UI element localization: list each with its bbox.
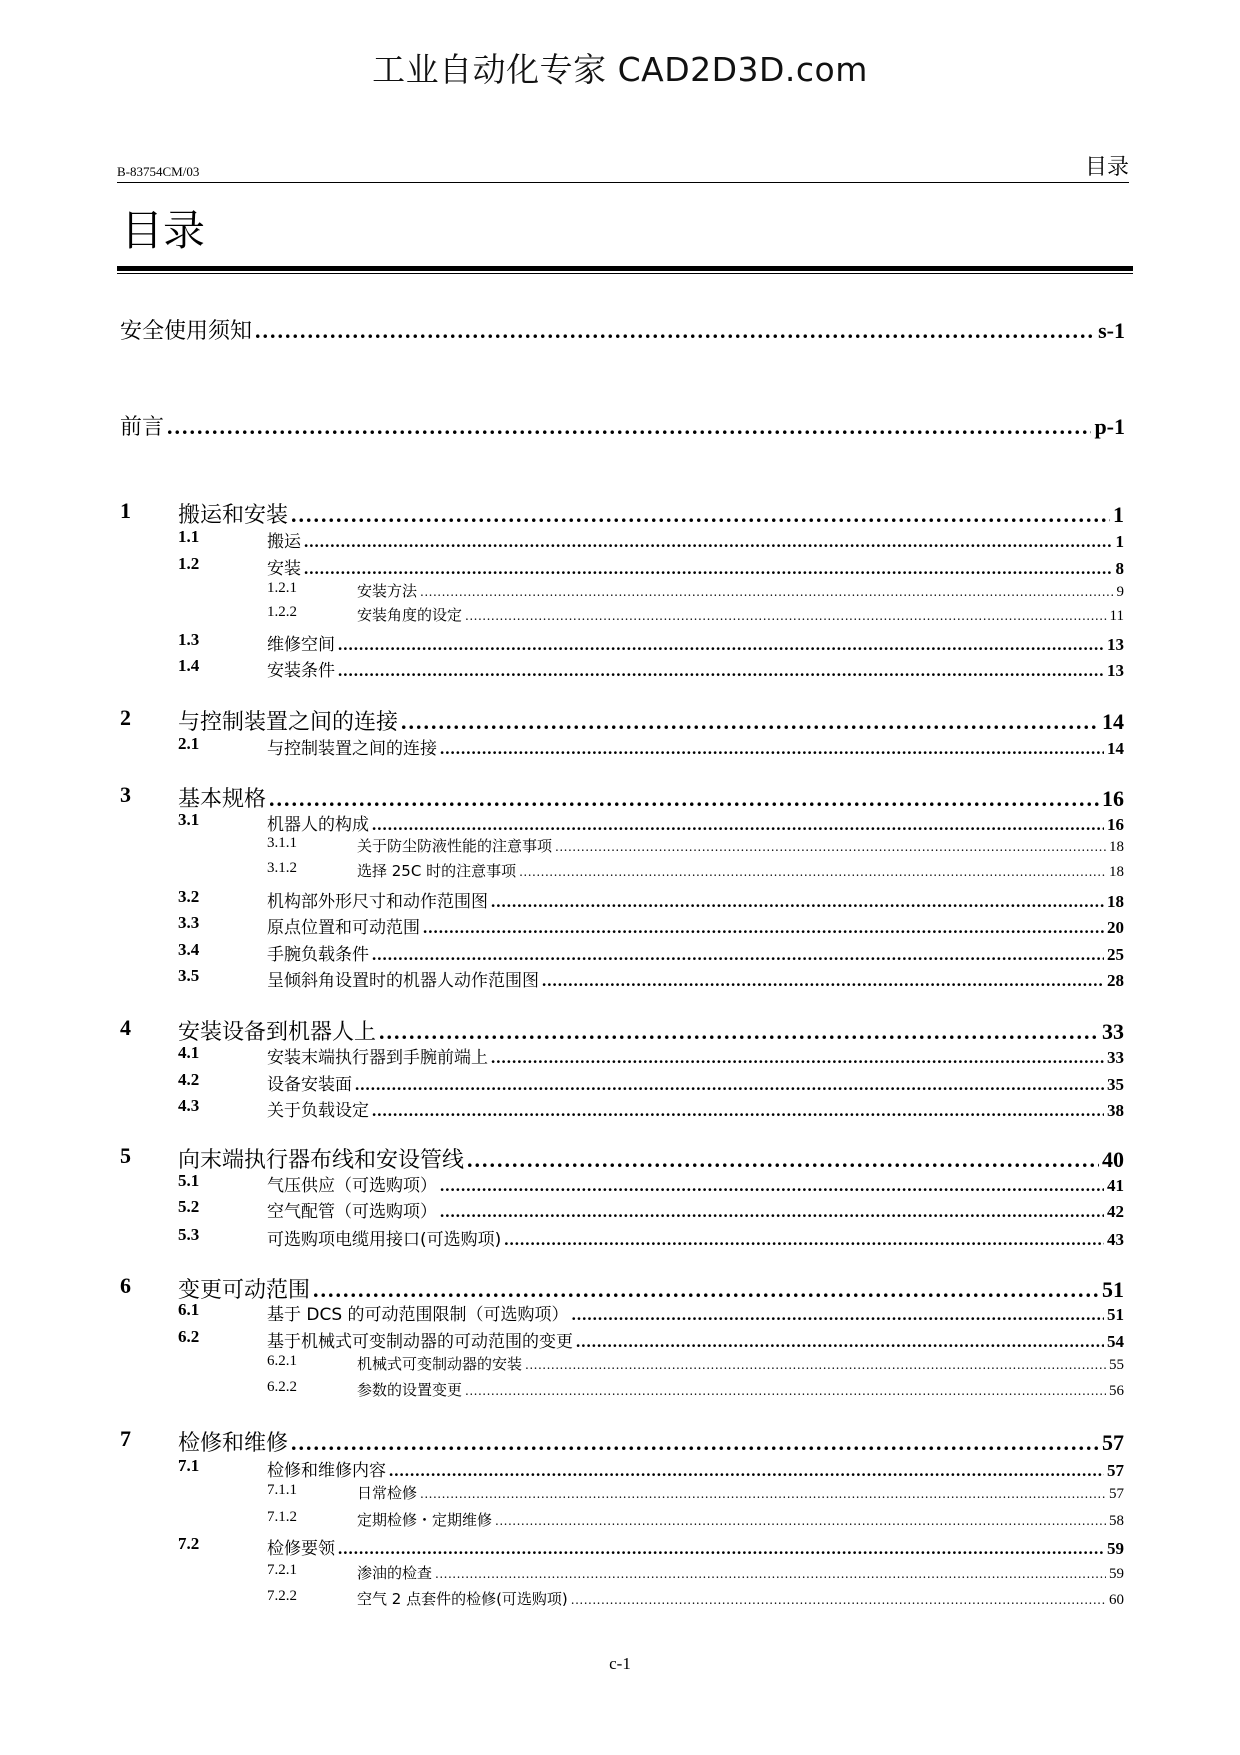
- toc-label: 检修和维修: [178, 1431, 289, 1456]
- toc-label: 空气 2 点套件的检修(可选购项): [357, 1590, 568, 1608]
- toc-label: 气压供应（可选购项）: [267, 1176, 437, 1196]
- dot-leader: [571, 1593, 1106, 1607]
- dot-leader: [467, 1147, 1099, 1173]
- toc-number: 5: [120, 1143, 131, 1168]
- toc-number: 1.2.1: [267, 580, 297, 596]
- toc-label: 安装末端执行器到手腕前端上: [267, 1048, 488, 1068]
- dot-leader: [291, 502, 1110, 528]
- toc-page-number: 43: [1107, 1230, 1124, 1249]
- title-rule-thin: [117, 273, 1133, 274]
- toc-number: 6.2: [178, 1327, 200, 1346]
- dot-leader: [491, 892, 1104, 912]
- toc-number: 6.2.2: [267, 1379, 297, 1395]
- dot-leader: [372, 815, 1104, 835]
- dot-leader: [291, 1430, 1099, 1456]
- toc-page-number: 59: [1107, 1539, 1124, 1558]
- dot-leader: [491, 1048, 1104, 1068]
- toc-number: 7.1.2: [267, 1509, 297, 1525]
- toc-label: 原点位置和可动范围: [267, 918, 420, 938]
- title-rule: [117, 266, 1133, 271]
- toc-number: 5.3: [178, 1225, 200, 1244]
- toc-label: 安装角度的设定: [357, 606, 463, 624]
- toc-label: 机械式可变制动器的安装: [357, 1355, 523, 1373]
- toc-subsection[interactable]: [267, 1588, 1124, 1609]
- toc-section[interactable]: [178, 913, 1124, 938]
- toc-page-number: 14: [1102, 709, 1124, 734]
- dot-leader: [304, 532, 1113, 552]
- toc-number: 3.4: [178, 940, 200, 959]
- toc-label: 与控制装置之间的连接: [267, 739, 437, 759]
- dot-leader: [435, 1567, 1106, 1581]
- toc-number: 6.1: [178, 1300, 200, 1319]
- toc-page-number: 33: [1107, 1048, 1124, 1067]
- toc-subsection[interactable]: [267, 1379, 1124, 1400]
- toc-label: 安装方法: [357, 582, 418, 600]
- toc-page-number: 51: [1107, 1305, 1124, 1324]
- toc-label: 渗油的检查: [357, 1564, 433, 1582]
- toc-label: 安装: [267, 559, 301, 579]
- toc-section[interactable]: [178, 1456, 1124, 1481]
- toc-section[interactable]: [178, 810, 1124, 835]
- toc-section[interactable]: [178, 527, 1124, 552]
- toc-section[interactable]: [178, 734, 1124, 759]
- toc-label: 检修要领: [267, 1539, 335, 1559]
- toc-label: 机构部外形尺寸和动作范围图: [267, 892, 488, 912]
- toc-page-number: 57: [1107, 1461, 1124, 1480]
- toc-page-number: 20: [1107, 918, 1124, 937]
- page-title: 目录: [121, 206, 206, 255]
- toc-page-number: 35: [1107, 1075, 1124, 1094]
- dot-leader: [255, 318, 1095, 344]
- toc-page-number: 55: [1109, 1357, 1124, 1373]
- dot-leader: [504, 1230, 1104, 1250]
- toc-number: 5.1: [178, 1171, 200, 1190]
- toc-subsection[interactable]: [267, 580, 1124, 601]
- toc-front-matter[interactable]: [120, 410, 1125, 441]
- dot-leader: [572, 1305, 1104, 1325]
- toc-section[interactable]: [178, 554, 1124, 579]
- toc-page-number: 51: [1102, 1277, 1124, 1302]
- toc-section[interactable]: [178, 630, 1124, 655]
- toc-section[interactable]: [178, 887, 1124, 912]
- watermark: 工业自动化专家 CAD2D3D.com: [372, 50, 868, 89]
- toc-number: 3.1.2: [267, 860, 297, 876]
- dot-leader: [440, 1176, 1104, 1196]
- toc-page-number: 16: [1102, 786, 1124, 811]
- toc-page-number: 57: [1102, 1430, 1124, 1455]
- toc-number: 2.1: [178, 734, 200, 753]
- toc-section[interactable]: [178, 940, 1124, 965]
- dot-leader: [542, 971, 1104, 991]
- toc-number: 3.3: [178, 913, 200, 932]
- toc-page-number: 1: [1115, 532, 1124, 551]
- dot-leader: [167, 414, 1091, 440]
- toc-label: 日常检修: [357, 1484, 418, 1502]
- toc-page-number: s-1: [1098, 318, 1125, 343]
- toc-label: 呈倾斜角设置时的机器人动作范围图: [267, 971, 539, 991]
- toc-label: 空气配管（可选购项）: [267, 1202, 437, 1222]
- toc-subsection[interactable]: [267, 860, 1124, 881]
- dot-leader: [423, 918, 1104, 938]
- toc-number: 2: [120, 705, 131, 730]
- toc-number: 3.1: [178, 810, 200, 829]
- toc-number: 6.2.1: [267, 1353, 297, 1369]
- toc-label: 向末端执行器布线和安设管线: [178, 1148, 465, 1173]
- toc-number: 4.1: [178, 1043, 200, 1062]
- toc-subsection[interactable]: [267, 1353, 1124, 1374]
- toc-section[interactable]: [178, 1096, 1124, 1121]
- toc-page-number: 9: [1116, 584, 1124, 600]
- toc-number: 3.2: [178, 887, 200, 906]
- toc-label: 安装设备到机器人上: [178, 1020, 377, 1045]
- toc-section[interactable]: [178, 1225, 1124, 1250]
- toc-number: 1: [120, 498, 131, 523]
- dot-leader: [389, 1461, 1104, 1481]
- dot-leader: [269, 786, 1099, 812]
- toc-label: 基本规格: [178, 787, 267, 812]
- dot-leader: [372, 1101, 1104, 1121]
- dot-leader: [519, 865, 1106, 879]
- toc-section[interactable]: [178, 1070, 1124, 1095]
- dot-leader: [372, 945, 1104, 965]
- toc-page-number: 41: [1107, 1176, 1124, 1195]
- dot-leader: [465, 609, 1107, 623]
- toc-page-number: 18: [1109, 839, 1124, 855]
- toc-label: 搬运和安装: [178, 503, 289, 528]
- toc-number: 1.3: [178, 630, 200, 649]
- toc-page-number: 16: [1107, 815, 1124, 834]
- toc-number: 7.2.2: [267, 1588, 297, 1604]
- toc-label: 安全使用须知: [120, 319, 253, 344]
- running-head-section: 目录: [1084, 155, 1129, 180]
- toc-label: 维修空间: [267, 635, 335, 655]
- toc-number: 3.5: [178, 966, 200, 985]
- toc-number: 4.2: [178, 1070, 200, 1089]
- toc-section[interactable]: [178, 1534, 1124, 1559]
- dot-leader: [401, 709, 1099, 735]
- dot-leader: [355, 1075, 1104, 1095]
- toc-number: 4: [120, 1015, 131, 1040]
- toc-section[interactable]: [178, 1043, 1124, 1068]
- dot-leader: [338, 661, 1104, 681]
- toc-label: 安装条件: [267, 661, 335, 681]
- toc-page-number: 25: [1107, 945, 1124, 964]
- toc-page-number: 42: [1107, 1202, 1124, 1221]
- toc-number: 7.1: [178, 1456, 200, 1475]
- toc-chapter[interactable]: [120, 705, 1124, 736]
- toc-label: 检修和维修内容: [267, 1461, 386, 1481]
- dot-leader: [576, 1332, 1104, 1352]
- toc-label: 选择 25C 时的注意事项: [357, 862, 517, 880]
- toc-page-number: 1: [1113, 502, 1124, 527]
- dot-leader: [338, 635, 1104, 655]
- toc-section[interactable]: [178, 1197, 1124, 1222]
- dot-leader: [420, 585, 1113, 599]
- toc-subsection[interactable]: [267, 1562, 1124, 1583]
- toc-page-number: 11: [1109, 608, 1124, 624]
- toc-subsection[interactable]: [267, 1509, 1124, 1530]
- toc-subsection[interactable]: [267, 1482, 1124, 1503]
- toc-section[interactable]: [178, 1171, 1124, 1196]
- toc-label: 搬运: [267, 532, 301, 552]
- toc-label: 参数的设置变更: [357, 1381, 463, 1399]
- toc-label: 基于机械式可变制动器的可动范围的变更: [267, 1332, 573, 1352]
- toc-number: 3.1.1: [267, 835, 297, 851]
- toc-number: 1.4: [178, 656, 200, 675]
- toc-subsection[interactable]: [267, 604, 1124, 625]
- toc-page-number: p-1: [1094, 414, 1125, 439]
- toc-chapter[interactable]: [120, 782, 1124, 813]
- toc-number: 7.1.1: [267, 1482, 297, 1498]
- toc-chapter[interactable]: [120, 1015, 1124, 1046]
- toc-page-number: 33: [1102, 1019, 1124, 1044]
- toc-number: 7.2.1: [267, 1562, 297, 1578]
- toc-page-number: 13: [1107, 661, 1124, 680]
- toc-page-number: 40: [1102, 1147, 1124, 1172]
- toc-page-number: 38: [1107, 1101, 1124, 1120]
- dot-leader: [495, 1514, 1106, 1528]
- running-head: [117, 152, 1129, 183]
- toc-label: 设备安装面: [267, 1075, 352, 1095]
- toc-page-number: 57: [1109, 1486, 1124, 1502]
- toc-section[interactable]: [178, 966, 1124, 991]
- toc-label: 定期检修・定期维修: [357, 1511, 493, 1529]
- toc-label: 手腕负载条件: [267, 945, 369, 965]
- toc-page-number: 58: [1109, 1513, 1124, 1529]
- toc-page-number: 60: [1109, 1592, 1124, 1608]
- toc-page-number: 8: [1115, 559, 1124, 578]
- toc-number: 4.3: [178, 1096, 200, 1115]
- toc-page-number: 13: [1107, 635, 1124, 654]
- toc-page-number: 14: [1107, 739, 1124, 758]
- page-number: c-1: [609, 1654, 631, 1673]
- toc-label: 可选购项电缆用接口(可选购项): [267, 1230, 502, 1250]
- dot-leader: [465, 1384, 1106, 1398]
- toc-label: 基于 DCS 的可动范围限制（可选购项）: [267, 1305, 569, 1325]
- toc-number: 7: [120, 1426, 131, 1451]
- toc-front-matter[interactable]: [120, 314, 1125, 345]
- toc-page-number: 56: [1109, 1383, 1124, 1399]
- toc-chapter[interactable]: [120, 1426, 1124, 1457]
- toc-label: 变更可动范围: [178, 1278, 311, 1303]
- dot-leader: [525, 1358, 1106, 1372]
- toc-label: 机器人的构成: [267, 815, 369, 835]
- dot-leader: [440, 1202, 1104, 1222]
- toc-page-number: 28: [1107, 971, 1124, 990]
- dot-leader: [420, 1487, 1106, 1501]
- dot-leader: [338, 1539, 1104, 1559]
- toc-number: 1.1: [178, 527, 200, 546]
- toc-number: 3: [120, 782, 131, 807]
- toc-section[interactable]: [178, 1300, 1124, 1325]
- toc-label: 前言: [120, 415, 165, 440]
- toc-section[interactable]: [178, 1327, 1124, 1352]
- dot-leader: [304, 559, 1113, 579]
- toc-page-number: 54: [1107, 1332, 1124, 1351]
- toc-label: 关于负载设定: [267, 1101, 369, 1121]
- toc-number: 1.2.2: [267, 604, 297, 620]
- document-number: B-83754CM/03: [117, 164, 200, 179]
- dot-leader: [440, 739, 1104, 759]
- toc-number: 6: [120, 1273, 131, 1298]
- toc-number: 1.2: [178, 554, 200, 573]
- toc-chapter[interactable]: [120, 1143, 1124, 1174]
- toc-page-number: 18: [1107, 892, 1124, 911]
- toc-chapter[interactable]: [120, 498, 1124, 529]
- toc-section[interactable]: [178, 656, 1124, 681]
- toc-label: 关于防尘防液性能的注意事项: [357, 837, 553, 855]
- toc-page-number: 59: [1109, 1566, 1124, 1582]
- dot-leader: [379, 1019, 1099, 1045]
- toc-subsection[interactable]: [267, 835, 1124, 856]
- toc-page-number: 18: [1109, 864, 1124, 880]
- toc-number: 5.2: [178, 1197, 200, 1216]
- dot-leader: [555, 840, 1106, 854]
- toc-label: 与控制装置之间的连接: [178, 710, 399, 735]
- toc-number: 7.2: [178, 1534, 200, 1553]
